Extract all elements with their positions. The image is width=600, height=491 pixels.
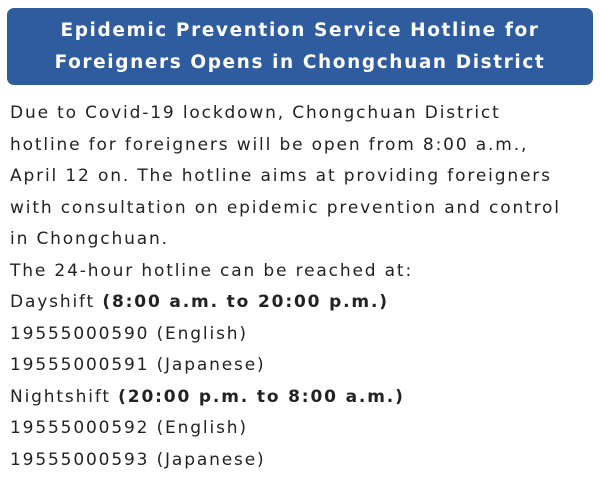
- nightshift-hours: (20:00 p.m. to 8:00 a.m.): [118, 386, 405, 407]
- dayshift-hours: (8:00 a.m. to 20:00 p.m.): [102, 292, 389, 312]
- article-body: [10, 98, 595, 476]
- paragraph-line-2: hotline for foreigners will be open from 8:00 a.m.,: [10, 134, 529, 155]
- nightshift-heading: [10, 382, 595, 414]
- hotline-intro: The 24-hour hotline can be reached at:: [10, 260, 414, 281]
- dayshift-heading: [10, 287, 595, 319]
- headline-line-1: Epidemic Prevention Service Hotline for: [60, 19, 540, 41]
- headline-line-2: Foreigners Opens in Chongchuan District: [54, 51, 546, 73]
- nightshift-number-japanese: 19555000593 (Japanese): [10, 449, 266, 470]
- dayshift-number-english: 19555000590 (English): [10, 323, 248, 344]
- paragraph-line-1: Due to Covid-19 lockdown, Chongchuan District: [10, 103, 501, 123]
- dayshift-number-japanese: 19555000591 (Japanese): [10, 355, 266, 375]
- dayshift-label: Dayshift: [10, 292, 103, 312]
- paragraph-line-5: in Chongchuan.: [10, 229, 169, 249]
- headline-banner: [7, 8, 593, 85]
- paragraph-line-4: with consultation on epidemic prevention and control: [10, 197, 561, 218]
- nightshift-number-english: 19555000592 (English): [10, 418, 248, 438]
- nightshift-label: Nightshift: [10, 386, 119, 407]
- paragraph-line-3: April 12 on. The hotline aims at providing foreigners: [10, 166, 552, 186]
